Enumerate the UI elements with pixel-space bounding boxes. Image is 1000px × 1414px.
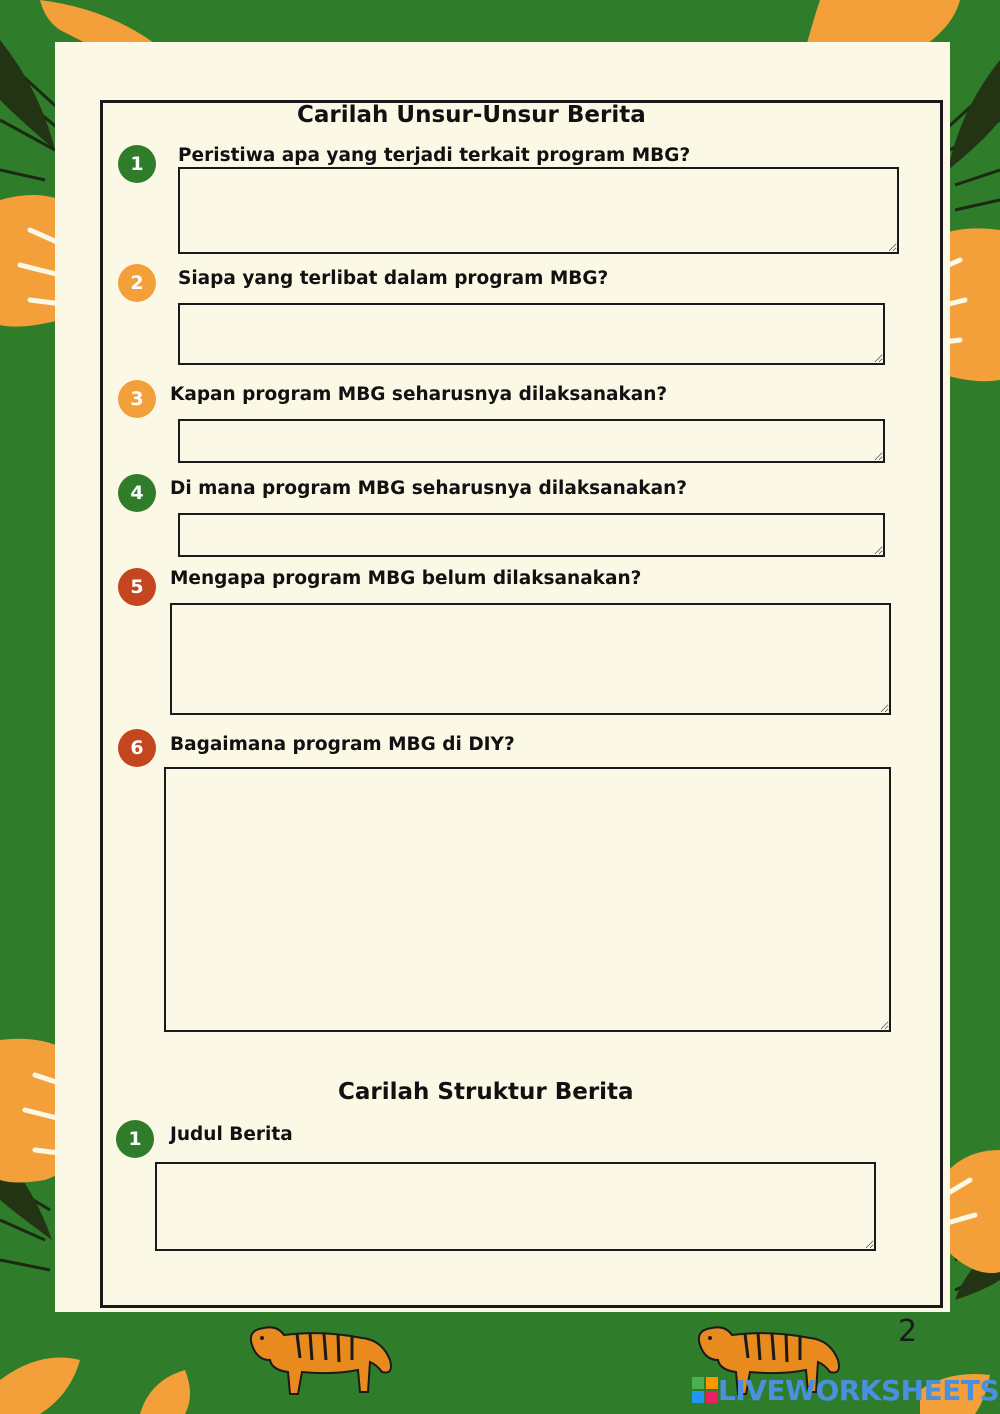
question-number-badge: 6 [118,729,156,767]
answer-box-bagaimana[interactable] [164,767,891,1032]
tiger-icon [242,1320,397,1400]
section-title-unsur-berita: Carilah Unsur-Unsur Berita [297,102,646,128]
answer-box-siapa[interactable] [178,303,885,365]
question-label: Siapa yang terlibat dalam program MBG? [178,268,609,289]
question-number-badge: 2 [118,264,156,302]
question-number-badge: 1 [116,1120,154,1158]
question-label: Kapan program MBG seharusnya dilaksanakan? [170,384,668,405]
answer-box-peristiwa[interactable] [178,167,899,254]
question-label: Judul Berita [170,1124,293,1145]
section-title-struktur-berita: Carilah Struktur Berita [338,1079,634,1105]
liveworksheets-logo[interactable] [692,1372,999,1408]
page-number: 2 [898,1314,918,1349]
answer-box-judul-berita[interactable] [155,1162,876,1251]
question-number-badge: 1 [118,145,156,183]
question-number-badge: 3 [118,380,156,418]
answer-box-mengapa[interactable] [170,603,891,715]
answer-box-kapan[interactable] [178,419,885,463]
liveworksheets-logo-icon [692,1377,718,1403]
question-number-badge: 4 [118,474,156,512]
logo-text: LIVEWORKSHEETS [718,1373,1000,1407]
question-label: Mengapa program MBG belum dilaksanakan? [170,568,642,589]
question-label: Di mana program MBG seharusnya dilaksanakan? [170,478,687,499]
question-number-badge: 5 [118,568,156,606]
question-label: Bagaimana program MBG di DIY? [170,734,515,755]
question-label: Peristiwa apa yang terjadi terkait program MBG? [178,145,691,166]
answer-box-di-mana[interactable] [178,513,885,557]
